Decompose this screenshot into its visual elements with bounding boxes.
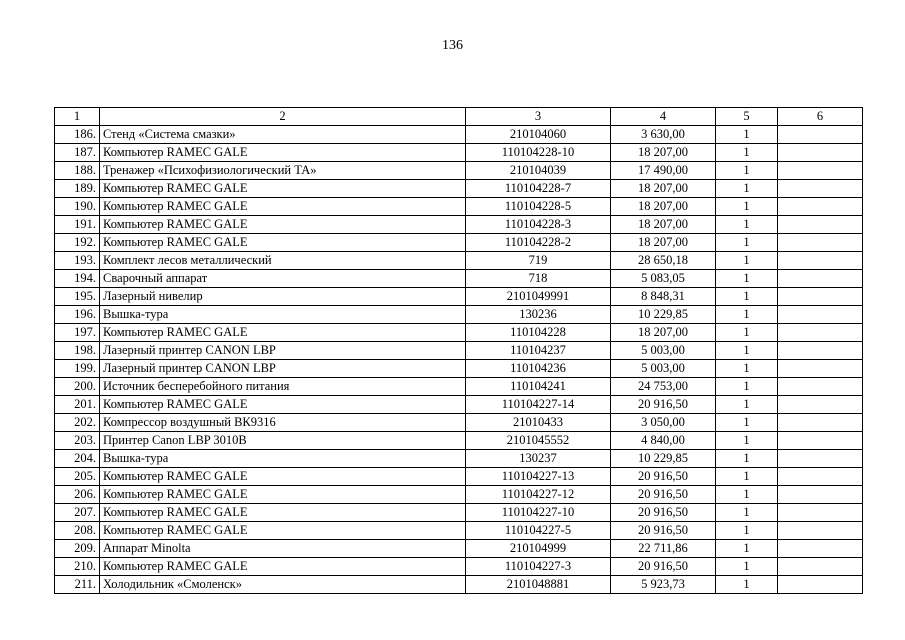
table-row: [55, 252, 863, 270]
row-number-cell: 186.: [55, 126, 100, 144]
page-number: 136: [442, 38, 463, 53]
table-row: [55, 180, 863, 198]
quantity-cell: 1: [716, 576, 778, 594]
row-number-cell: 191.: [55, 216, 100, 234]
inventory-code-cell: 110104241: [466, 378, 611, 396]
table-row: [55, 270, 863, 288]
inventory-code-cell: 210104060: [466, 126, 611, 144]
quantity-cell: 1: [716, 504, 778, 522]
inventory-code-cell: 110104237: [466, 342, 611, 360]
item-name-cell: Компьютер RAMEC GALE: [100, 180, 466, 198]
column-header: 4: [611, 108, 716, 126]
quantity-cell: 1: [716, 558, 778, 576]
row-number-cell: 187.: [55, 144, 100, 162]
item-name-cell: Компьютер RAMEC GALE: [100, 558, 466, 576]
inventory-code-cell: 110104227-5: [466, 522, 611, 540]
row-number-cell: 193.: [55, 252, 100, 270]
cost-cell: 4 840,00: [611, 432, 716, 450]
row-number-cell: 203.: [55, 432, 100, 450]
quantity-cell: 1: [716, 540, 778, 558]
cost-cell: 10 229,85: [611, 306, 716, 324]
table-row: [55, 558, 863, 576]
item-name-cell: Принтер Canon LBP 3010B: [100, 432, 466, 450]
cost-cell: 5 083,05: [611, 270, 716, 288]
cost-cell: 3 630,00: [611, 126, 716, 144]
table-row: [55, 342, 863, 360]
inventory-code-cell: 110104227-12: [466, 486, 611, 504]
note-cell: [778, 468, 863, 486]
item-name-cell: Компьютер RAMEC GALE: [100, 396, 466, 414]
note-cell: [778, 198, 863, 216]
quantity-cell: 1: [716, 342, 778, 360]
item-name-cell: Вышка-тура: [100, 306, 466, 324]
table-row: [55, 378, 863, 396]
note-cell: [778, 450, 863, 468]
inventory-code-cell: 110104228-7: [466, 180, 611, 198]
cost-cell: 8 848,31: [611, 288, 716, 306]
note-cell: [778, 576, 863, 594]
cost-cell: 20 916,50: [611, 396, 716, 414]
quantity-cell: 1: [716, 450, 778, 468]
item-name-cell: Компьютер RAMEC GALE: [100, 504, 466, 522]
inventory-code-cell: 110104227-10: [466, 504, 611, 522]
row-number-cell: 201.: [55, 396, 100, 414]
note-cell: [778, 144, 863, 162]
quantity-cell: 1: [716, 162, 778, 180]
inventory-code-cell: 110104228-10: [466, 144, 611, 162]
cost-cell: 18 207,00: [611, 180, 716, 198]
item-name-cell: Тренажер «Психофизиологический ТА»: [100, 162, 466, 180]
row-number-cell: 211.: [55, 576, 100, 594]
cost-cell: 18 207,00: [611, 234, 716, 252]
table-row: [55, 324, 863, 342]
quantity-cell: 1: [716, 522, 778, 540]
inventory-code-cell: 718: [466, 270, 611, 288]
table-row: [55, 522, 863, 540]
cost-cell: 20 916,50: [611, 486, 716, 504]
inventory-code-cell: 210104039: [466, 162, 611, 180]
row-number-cell: 207.: [55, 504, 100, 522]
note-cell: [778, 324, 863, 342]
note-cell: [778, 180, 863, 198]
column-header: 6: [778, 108, 863, 126]
note-cell: [778, 432, 863, 450]
item-name-cell: Компьютер RAMEC GALE: [100, 486, 466, 504]
note-cell: [778, 558, 863, 576]
column-header: 2: [100, 108, 466, 126]
note-cell: [778, 270, 863, 288]
cost-cell: 3 050,00: [611, 414, 716, 432]
cost-cell: 20 916,50: [611, 504, 716, 522]
item-name-cell: Источник бесперебойного питания: [100, 378, 466, 396]
cost-cell: 17 490,00: [611, 162, 716, 180]
note-cell: [778, 234, 863, 252]
cost-cell: 18 207,00: [611, 144, 716, 162]
inventory-code-cell: 110104228-3: [466, 216, 611, 234]
row-number-cell: 210.: [55, 558, 100, 576]
item-name-cell: Лазерный принтер CANON LBP: [100, 360, 466, 378]
column-header: 5: [716, 108, 778, 126]
note-cell: [778, 162, 863, 180]
quantity-cell: 1: [716, 270, 778, 288]
inventory-code-cell: 130236: [466, 306, 611, 324]
inventory-table: [54, 107, 863, 594]
cost-cell: 5 003,00: [611, 360, 716, 378]
quantity-cell: 1: [716, 288, 778, 306]
row-number-cell: 198.: [55, 342, 100, 360]
row-number-cell: 202.: [55, 414, 100, 432]
table-row: [55, 198, 863, 216]
cost-cell: 22 711,86: [611, 540, 716, 558]
quantity-cell: 1: [716, 378, 778, 396]
table-row: [55, 162, 863, 180]
row-number-cell: 206.: [55, 486, 100, 504]
inventory-code-cell: 110104227-3: [466, 558, 611, 576]
note-cell: [778, 342, 863, 360]
note-cell: [778, 288, 863, 306]
cost-cell: 5 003,00: [611, 342, 716, 360]
inventory-code-cell: 719: [466, 252, 611, 270]
quantity-cell: 1: [716, 324, 778, 342]
quantity-cell: 1: [716, 126, 778, 144]
table-row: [55, 216, 863, 234]
row-number-cell: 205.: [55, 468, 100, 486]
row-number-cell: 204.: [55, 450, 100, 468]
quantity-cell: 1: [716, 306, 778, 324]
quantity-cell: 1: [716, 432, 778, 450]
inventory-code-cell: 110104227-13: [466, 468, 611, 486]
inventory-code-cell: 21010433: [466, 414, 611, 432]
row-number-cell: 190.: [55, 198, 100, 216]
row-number-cell: 199.: [55, 360, 100, 378]
row-number-cell: 194.: [55, 270, 100, 288]
header-row: [55, 108, 863, 126]
cost-cell: 28 650,18: [611, 252, 716, 270]
cost-cell: 18 207,00: [611, 198, 716, 216]
table-row: [55, 504, 863, 522]
table-row: [55, 144, 863, 162]
row-number-cell: 195.: [55, 288, 100, 306]
inventory-code-cell: 2101049991: [466, 288, 611, 306]
item-name-cell: Компьютер RAMEC GALE: [100, 234, 466, 252]
note-cell: [778, 360, 863, 378]
inventory-code-cell: 110104228-5: [466, 198, 611, 216]
inventory-code-cell: 210104999: [466, 540, 611, 558]
note-cell: [778, 378, 863, 396]
table-row: [55, 486, 863, 504]
note-cell: [778, 522, 863, 540]
row-number-cell: 197.: [55, 324, 100, 342]
table-row: [55, 396, 863, 414]
item-name-cell: Компьютер RAMEC GALE: [100, 522, 466, 540]
inventory-code-cell: 110104228: [466, 324, 611, 342]
item-name-cell: Стенд «Система смазки»: [100, 126, 466, 144]
table-row: [55, 234, 863, 252]
table-row: [55, 360, 863, 378]
note-cell: [778, 414, 863, 432]
quantity-cell: 1: [716, 414, 778, 432]
note-cell: [778, 252, 863, 270]
cost-cell: 24 753,00: [611, 378, 716, 396]
row-number-cell: 192.: [55, 234, 100, 252]
note-cell: [778, 540, 863, 558]
table-row: [55, 540, 863, 558]
item-name-cell: Компьютер RAMEC GALE: [100, 216, 466, 234]
item-name-cell: Аппарат Minolta: [100, 540, 466, 558]
item-name-cell: Комплект лесов металлический: [100, 252, 466, 270]
note-cell: [778, 126, 863, 144]
table-row: [55, 288, 863, 306]
table-row: [55, 126, 863, 144]
inventory-code-cell: 2101045552: [466, 432, 611, 450]
table-row: [55, 468, 863, 486]
quantity-cell: 1: [716, 198, 778, 216]
table-row: [55, 576, 863, 594]
quantity-cell: 1: [716, 360, 778, 378]
cost-cell: 18 207,00: [611, 216, 716, 234]
cost-cell: 20 916,50: [611, 468, 716, 486]
quantity-cell: 1: [716, 144, 778, 162]
inventory-code-cell: 130237: [466, 450, 611, 468]
quantity-cell: 1: [716, 486, 778, 504]
quantity-cell: 1: [716, 216, 778, 234]
inventory-code-cell: 110104228-2: [466, 234, 611, 252]
quantity-cell: 1: [716, 252, 778, 270]
item-name-cell: Компьютер RAMEC GALE: [100, 468, 466, 486]
quantity-cell: 1: [716, 468, 778, 486]
table-row: [55, 450, 863, 468]
row-number-cell: 189.: [55, 180, 100, 198]
item-name-cell: Компьютер RAMEC GALE: [100, 198, 466, 216]
quantity-cell: 1: [716, 234, 778, 252]
note-cell: [778, 504, 863, 522]
cost-cell: 18 207,00: [611, 324, 716, 342]
item-name-cell: Лазерный нивелир: [100, 288, 466, 306]
quantity-cell: 1: [716, 396, 778, 414]
note-cell: [778, 216, 863, 234]
column-header: 1: [55, 108, 100, 126]
cost-cell: 20 916,50: [611, 558, 716, 576]
table-row: [55, 432, 863, 450]
cost-cell: 20 916,50: [611, 522, 716, 540]
cost-cell: 10 229,85: [611, 450, 716, 468]
row-number-cell: 208.: [55, 522, 100, 540]
note-cell: [778, 306, 863, 324]
note-cell: [778, 486, 863, 504]
inventory-code-cell: 110104227-14: [466, 396, 611, 414]
column-header: 3: [466, 108, 611, 126]
note-cell: [778, 396, 863, 414]
cost-cell: 5 923,73: [611, 576, 716, 594]
item-name-cell: Компьютер RAMEC GALE: [100, 324, 466, 342]
item-name-cell: Сварочный аппарат: [100, 270, 466, 288]
row-number-cell: 188.: [55, 162, 100, 180]
item-name-cell: Лазерный принтер CANON LBP: [100, 342, 466, 360]
item-name-cell: Компьютер RAMEC GALE: [100, 144, 466, 162]
row-number-cell: 196.: [55, 306, 100, 324]
row-number-cell: 200.: [55, 378, 100, 396]
item-name-cell: Вышка-тура: [100, 450, 466, 468]
inventory-code-cell: 2101048881: [466, 576, 611, 594]
table-row: [55, 306, 863, 324]
item-name-cell: Компрессор воздушный ВК9316: [100, 414, 466, 432]
inventory-code-cell: 110104236: [466, 360, 611, 378]
table-row: [55, 414, 863, 432]
quantity-cell: 1: [716, 180, 778, 198]
item-name-cell: Холодильник «Смоленск»: [100, 576, 466, 594]
row-number-cell: 209.: [55, 540, 100, 558]
